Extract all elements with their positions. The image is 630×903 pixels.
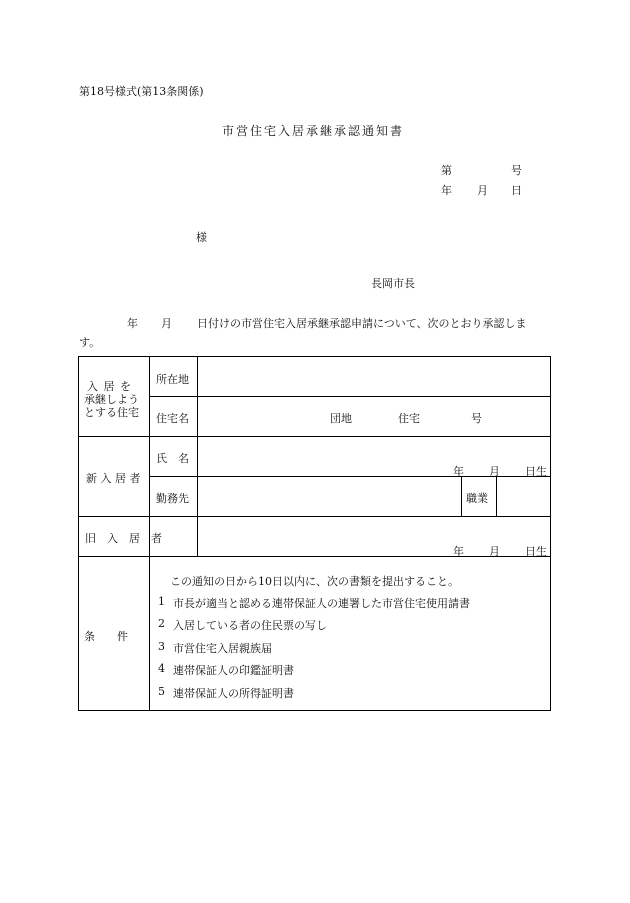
- body-month: 月: [161, 317, 172, 330]
- condition-5-text: 連帯保証人の所得証明書: [173, 687, 294, 700]
- go-label: 号: [471, 412, 482, 425]
- new-birth-day: 日生: [525, 465, 547, 478]
- housing-name-label: 住宅名: [156, 412, 189, 425]
- location-label: 所在地: [156, 373, 189, 386]
- old-birth-month: 月: [489, 545, 500, 558]
- old-birth-year: 年: [453, 545, 464, 558]
- conditions-header: 条 件: [84, 630, 128, 643]
- body-text-end: す。: [79, 336, 101, 349]
- condition-1-text: 市長が適当と認める連帯保証人の連署した市営住宅使用請書: [173, 597, 470, 610]
- form-reference: 第18号様式(第13条関係): [79, 85, 204, 98]
- old-birth-day: 日生: [525, 545, 547, 558]
- condition-2-number: 2: [158, 617, 165, 630]
- danchi-label: 団地: [330, 412, 352, 425]
- new-birth-year: 年: [453, 465, 464, 478]
- recipient-suffix: 様: [196, 231, 207, 244]
- body-year: 年: [127, 317, 138, 330]
- condition-2-text: 入居している者の住民票の写し: [173, 619, 327, 632]
- occupation-label: 職業: [466, 492, 488, 505]
- new-resident-header: 新 入 居 者: [86, 472, 141, 485]
- jutaku-label: 住宅: [398, 412, 420, 425]
- date-month: 月: [477, 184, 488, 197]
- condition-4-number: 4: [158, 662, 165, 675]
- condition-3-text: 市営住宅入居親族届: [173, 642, 272, 655]
- body-text: 日付けの市営住宅入居承継承認申請について、次のとおり承認しま: [197, 317, 527, 330]
- document-title: 市営住宅入居承継承認通知書: [222, 124, 405, 138]
- workplace-label: 勤務先: [156, 492, 189, 505]
- approval-table: [78, 356, 551, 711]
- conditions-intro: この通知の日から10日以内に、次の書類を提出すること。: [170, 575, 459, 588]
- housing-header-line1: 入 居 を: [87, 380, 132, 393]
- condition-1-number: 1: [158, 595, 165, 608]
- new-birth-month: 月: [489, 465, 500, 478]
- old-resident-header: 旧 入 居 者: [85, 532, 162, 545]
- condition-5-number: 5: [158, 685, 165, 698]
- housing-header-line3: とする住宅: [84, 406, 139, 419]
- housing-header-line2: 承継しよう: [84, 393, 139, 406]
- number-go: 号: [511, 164, 522, 177]
- issuer: 長岡市長: [371, 277, 415, 290]
- condition-4-text: 連帯保証人の印鑑証明書: [173, 664, 294, 677]
- date-year: 年: [441, 184, 452, 197]
- number-dai: 第: [441, 164, 452, 177]
- name-label: 氏 名: [156, 452, 189, 465]
- condition-3-number: 3: [158, 640, 165, 653]
- date-day: 日: [511, 184, 522, 197]
